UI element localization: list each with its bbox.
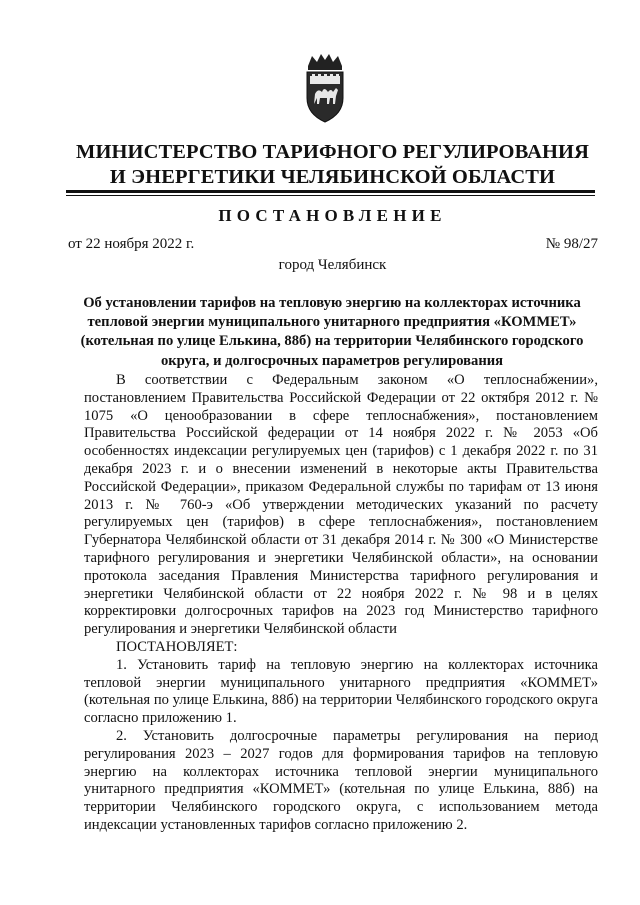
document-body [84, 372, 598, 835]
subject-line: (котельная по улице Елькина, 88б) на территории Челябинского городского [80, 333, 584, 350]
subject-line: округа, и долгосрочных параметров регулирования [160, 352, 504, 369]
document-type: ПОСТАНОВЛЕНИЕ [218, 206, 447, 225]
preamble-paragraph: В соответствии с Федеральным законом «О теплоснабжении», постановлением Правительства Российской Федерации от 22 октября 2012 г. № 1075 «О ценообразовании в сфере теплоснабжения», постановлением Правительства Российской федерации от 14 ноября 2022 г. № 2053 «Об особенностях индексации регулируемых цен (тарифов) с 1 декабря 2022 г. по 31 декабря 2023 г. и о внесении изменений в некоторые акты Правительства Российской Федерации», приказом Федеральной службы по тарифам от 13 июня 2013 г. № 760-э «Об утверждении методических указаний по расчету регулируемых цен (тарифов) в сфере теплоснабжения», постановлением Губернатора Челябинской области от 31 декабря 2014 г. № 300 «О Министерстве тарифного регулирования и энергетики Челябинской области», на основании протокола заседания Правления Министерства тарифного регулирования и энергетики Челябинской области от 22 ноября 2022 г. № 98 и в целях корректировки долгосрочных тарифов на 2023 год Министерство тарифного регулирования и энергетики Челябинской области [84, 372, 598, 638]
header-divider-thin [66, 195, 595, 196]
ministry-title-line2: И ЭНЕРГЕТИКИ ЧЕЛЯБИНСКОЙ ОБЛАСТИ [109, 166, 556, 188]
decree-item-2: 2. Установить долгосрочные параметры регулирования на период регулирования 2023 – 2027 годов для формирования тарифов на тепловую энергию на коллекторах источника тепловой энергии муниципального унитарного предприятия «КОММЕТ» (котельная по улице Елькина, 88б) на территории Челябинского городского округа, с использованием метода индексации установленных тарифов согласно приложению 2. [84, 727, 598, 833]
subject-line: Об установлении тарифов на тепловую энергию на коллекторах источника [83, 295, 581, 311]
decree-item-1: 1. Установить тариф на тепловую энергию на коллекторах источника тепловой энергии муниципального унитарного предприятия «КОММЕТ» (котельная по улице Елькина, 88б) на территории Челябинского городского округа согласно приложению 1. [84, 656, 598, 727]
chelyabinsk-coat-of-arms-icon [300, 52, 350, 124]
subject-line: тепловой энергии муниципального унитарного предприятия «КОММЕТ» [87, 314, 577, 331]
document-city: город Челябинск [278, 257, 387, 273]
header-divider [66, 190, 595, 193]
document-date: от 22 ноября 2022 г. [68, 236, 195, 252]
ministry-title [60, 140, 605, 190]
document-number: № 98/27 [545, 236, 598, 252]
document-subject [66, 294, 598, 371]
decree-word: ПОСТАНОВЛЯЕТ: [116, 638, 238, 655]
ministry-title-line1: МИНИСТЕРСТВО ТАРИФНОГО РЕГУЛИРОВАНИЯ [76, 141, 589, 163]
